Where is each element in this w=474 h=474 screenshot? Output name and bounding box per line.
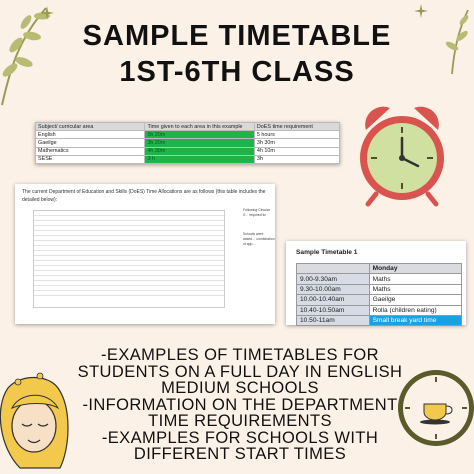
table-cell: English xyxy=(36,131,145,139)
table-row xyxy=(36,131,340,139)
timetable-header-row xyxy=(297,264,462,274)
table-cell: 4h 30m xyxy=(145,147,254,155)
timetable-corner-cell xyxy=(297,264,370,274)
doc-allocation-table xyxy=(33,210,225,308)
table-cell: 3h 30m xyxy=(254,139,339,147)
table-cell: 4h 10m xyxy=(254,147,339,155)
timetable-subject-cell: Maths xyxy=(369,284,461,294)
girl-face-icon xyxy=(0,368,72,474)
table-cell: Mathematics xyxy=(36,147,145,155)
timetable-time-cell: 10.40-10.50am xyxy=(297,305,370,315)
department-doc-snapshot xyxy=(15,184,275,324)
timetable-row xyxy=(297,305,462,315)
table-header-cell: Time given to each area in this example xyxy=(145,123,254,131)
coffee-clock-icon xyxy=(394,366,474,456)
doc-intro-text: The current Department of Education and Skills (DoES) Time Allocations are as follows (this table includes the detailed below): xyxy=(22,189,266,203)
sparkle-icon xyxy=(414,4,428,18)
timetable-time-cell: 10.00-10.40am xyxy=(297,295,370,305)
timetable-time-cell: 9.00-9.30am xyxy=(297,274,370,284)
timetable-day-header: Monday xyxy=(369,264,461,274)
doc-side-paragraph: Following Circular 0… required to: xyxy=(243,208,270,217)
feature-line: MEDIUM SCHOOLS xyxy=(161,379,319,397)
timetable-table xyxy=(296,263,462,326)
table-header-row xyxy=(36,123,340,131)
timetable-row xyxy=(297,284,462,294)
timetable-subject-cell: Gaeilge xyxy=(369,295,461,305)
table-header-cell: DoES time requirement xyxy=(254,123,339,131)
timetable-subject-cell: Small break yard time xyxy=(369,315,461,325)
leaf-branch-icon xyxy=(0,0,70,110)
table-cell: 3h 20m xyxy=(145,139,254,147)
feature-list xyxy=(70,347,410,463)
requirements-table xyxy=(35,122,340,164)
feature-line: TIME REQUIREMENTS xyxy=(148,412,332,430)
sparkle-icon xyxy=(40,6,54,20)
timetable-row xyxy=(297,274,462,284)
table-cell: 3 h xyxy=(145,155,254,163)
table-cell: SESE xyxy=(36,155,145,163)
page-title: SAMPLE TIMETABLE xyxy=(82,20,392,52)
table-cell: 5 hours xyxy=(254,131,339,139)
feature-line: -INFORMATION ON THE DEPARTMENT xyxy=(82,395,398,414)
table-row xyxy=(36,139,340,147)
alarm-clock-icon xyxy=(352,100,452,208)
feature-line: -EXAMPLES OF TIMETABLES FOR xyxy=(101,346,379,364)
timetable-row xyxy=(297,315,462,325)
timetable-row xyxy=(297,295,462,305)
table-cell: Gaeilge xyxy=(36,139,145,147)
timetable-caption: Sample Timetable 1 xyxy=(296,249,358,256)
table-header-cell: Subject/ curricular area xyxy=(36,123,145,131)
table-cell: 3h xyxy=(254,155,339,163)
doc-side-paragraph: Schools were asked… combination of app… xyxy=(243,232,275,246)
table-row xyxy=(36,147,340,155)
page-subtitle: 1ST-6TH CLASS xyxy=(119,56,355,88)
doc-side-text xyxy=(243,208,275,247)
feature-line: DIFFERENT START TIMES xyxy=(133,445,347,463)
timetable-time-cell: 9.30-10.00am xyxy=(297,284,370,294)
feature-line: STUDENTS ON A FULL DAY IN ENGLISH xyxy=(77,362,403,381)
timetable-snapshot xyxy=(286,241,466,325)
table-row xyxy=(36,155,340,163)
timetable-subject-cell: Rolla (children eating) xyxy=(369,305,461,315)
table-cell: 5h 20m xyxy=(145,131,254,139)
requirements-table-snapshot xyxy=(35,122,340,164)
timetable-subject-cell: Maths xyxy=(369,274,461,284)
timetable-time-cell: 10.50-11am xyxy=(297,315,370,325)
feature-line: -EXAMPLES FOR SCHOOLS WITH xyxy=(101,428,379,447)
